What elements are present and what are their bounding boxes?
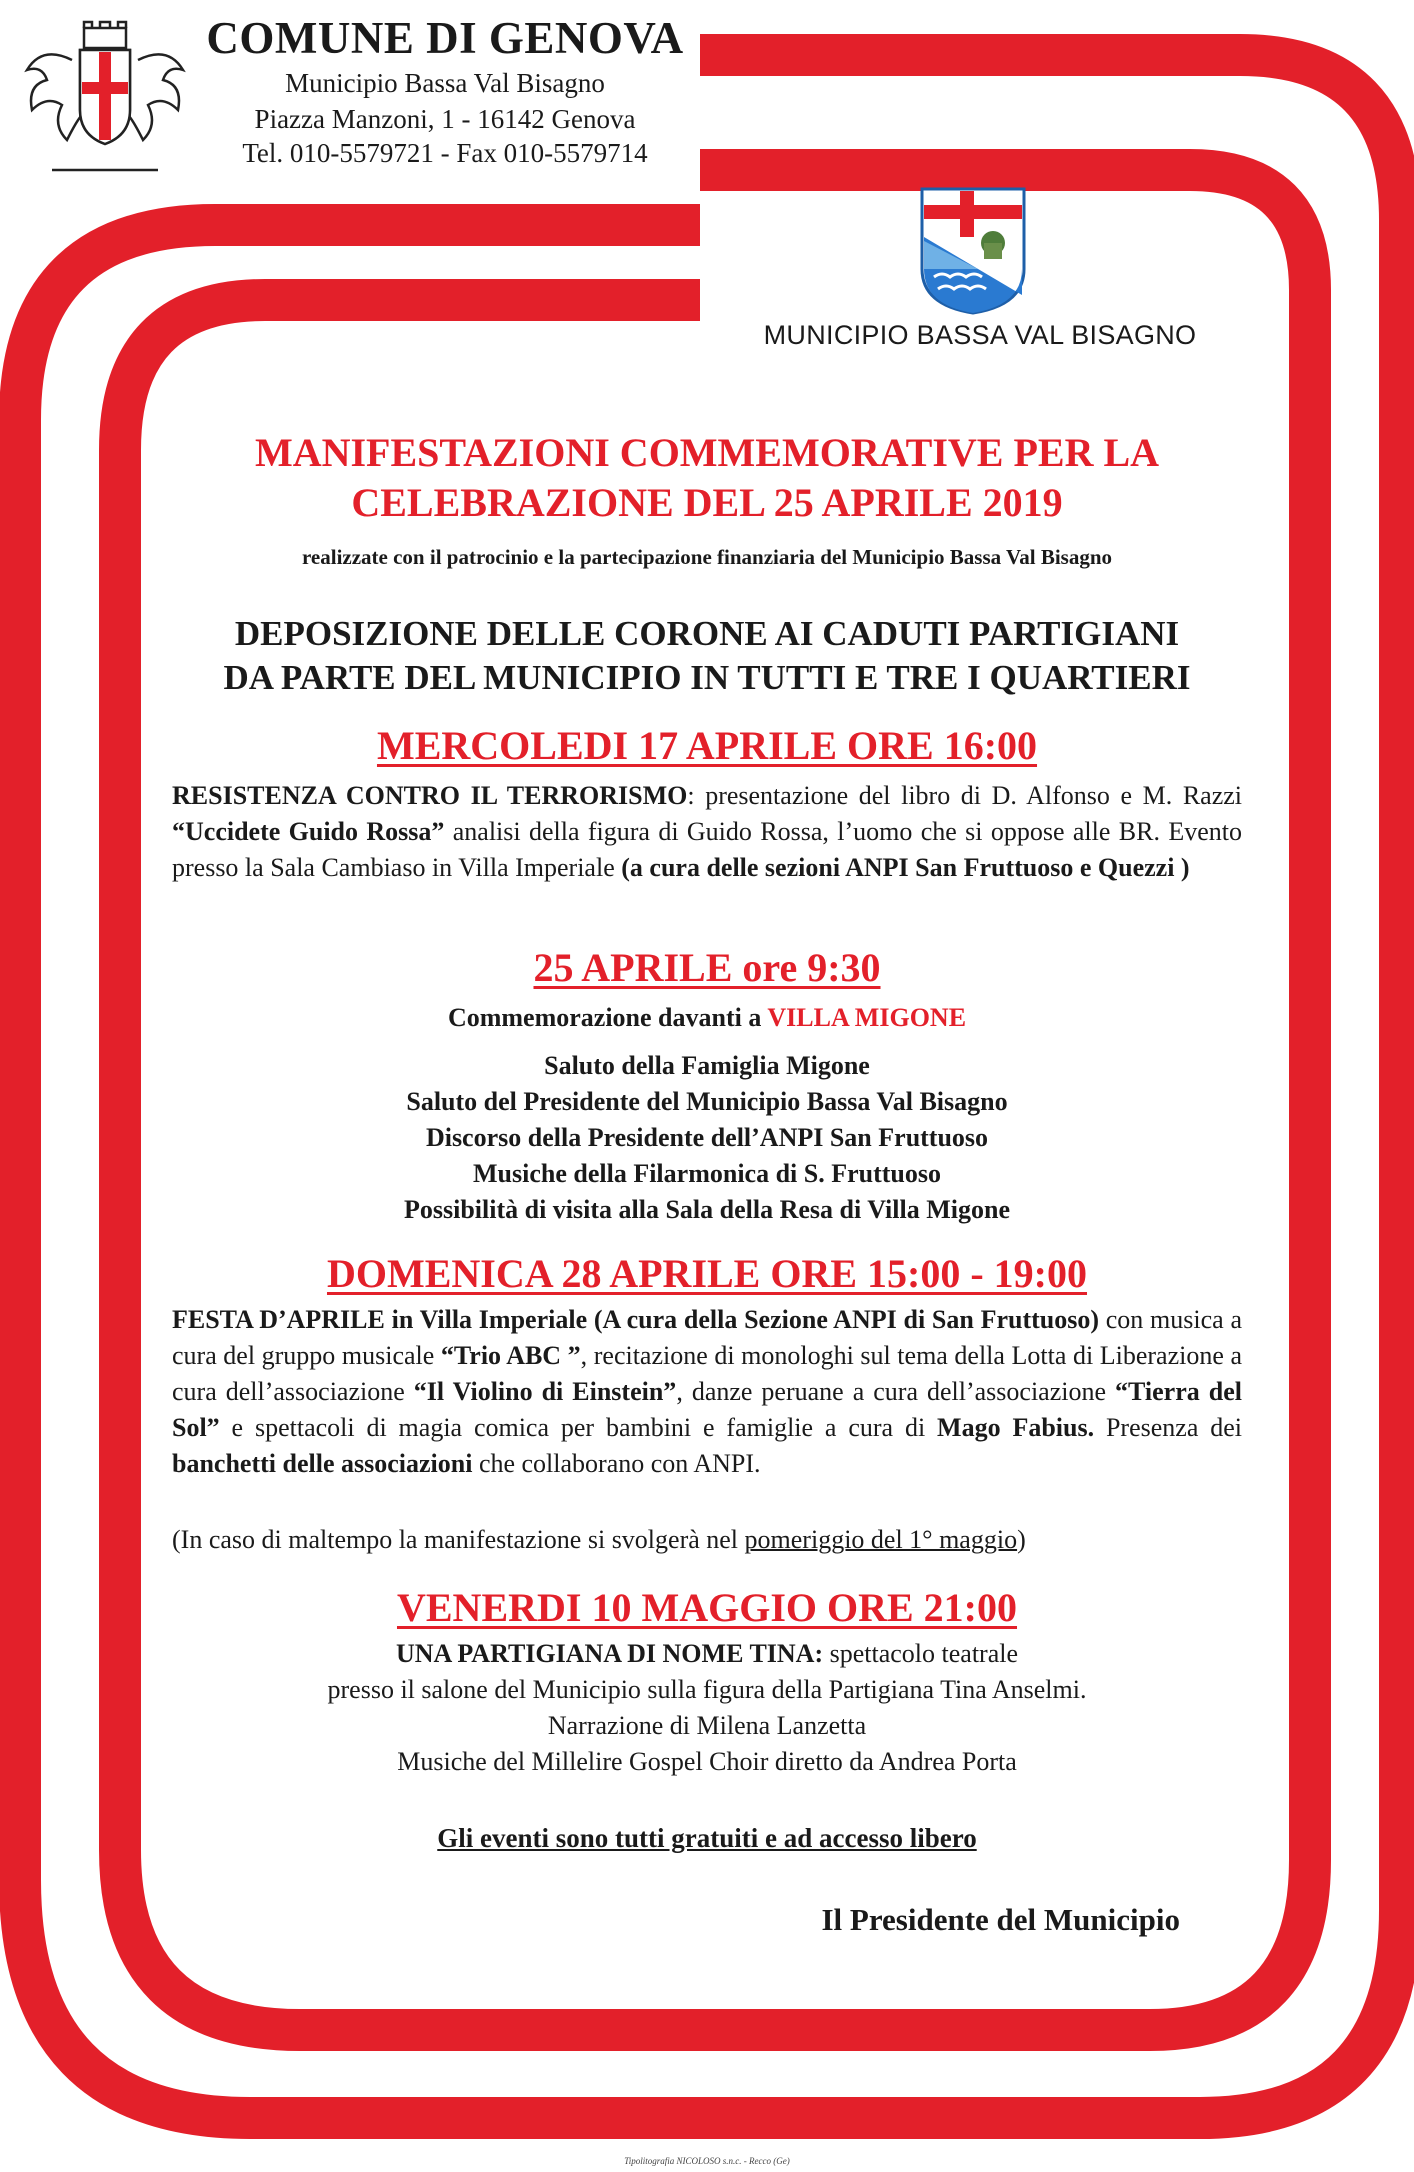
event4-description: [150, 1636, 1264, 1780]
event2-date: 25 APRILE ore 9:30: [533, 945, 881, 990]
event2-program: [150, 1048, 1264, 1228]
event3-banchetti: banchetti delle associazioni: [172, 1449, 473, 1478]
event3-tierra: “Tierra del Sol”: [172, 1377, 1242, 1442]
event1-date: MERCOLEDI 17 APRILE ORE 16:00: [376, 723, 1038, 768]
municipio-name: MUNICIPIO BASSA VAL BISAGNO: [763, 320, 1197, 350]
event3-text: , recitazione di monologhi sul tema della Lotta di Liberazione a cura dell’associazione: [172, 1341, 1243, 1406]
event2-intro-text: Commemorazione davanti a: [447, 1003, 768, 1032]
event3-trio: “Trio ABC ”: [440, 1341, 581, 1370]
event4-text: spettacolo teatrale: [823, 1639, 1019, 1668]
event3-text: , danze peruane a cura dell’associazione: [676, 1377, 1116, 1406]
free-entry-note: Gli eventi sono tutti gratuiti e ad accesso libero: [437, 1823, 977, 1853]
event4-line4: Musiche del Millelire Gospel Choir diretto da Andrea Porta: [397, 1747, 1017, 1776]
deposizione-line1: DEPOSIZIONE DELLE CORONE AI CADUTI PARTIGIANI: [234, 614, 1180, 653]
event3-text: Presenza dei: [1094, 1413, 1243, 1442]
subtitle: realizzate con il patrocinio e la partecipazione finanziaria del Municipio Bassa Val Bisagno: [301, 545, 1113, 569]
event4-date: VENERDI 10 MAGGIO ORE 21:00: [396, 1585, 1018, 1630]
event1-book-title: “Uccidete Guido Rossa”: [172, 817, 445, 846]
event3-text: con musica a cura del gruppo musicale: [172, 1305, 1242, 1370]
printer-credit: Tipolitografia NICOLOSO s.n.c. - Recco (Ge): [624, 2156, 790, 2166]
event4-line3: Narrazione di Milena Lanzetta: [547, 1711, 867, 1740]
header-contacts: Tel. 010-5579721 - Fax 010-5579714: [242, 138, 648, 168]
event3-note-date: pomeriggio del 1° maggio: [744, 1525, 1018, 1554]
signature: Il Presidente del Municipio: [821, 1902, 1180, 1937]
event1-text1: : presentazione del libro di D. Alfonso e M. Razzi: [687, 781, 1243, 810]
event2-intro: [150, 1000, 1264, 1036]
event3-violino: “Il Violino di Einstein”: [413, 1377, 677, 1406]
event2-item: Musiche della Filarmonica di S. Fruttuoso: [473, 1159, 941, 1188]
event3-festa: FESTA D’APRILE in Villa Imperiale (A cura della Sezione ANPI di San Fruttuoso): [172, 1305, 1100, 1334]
event3-text: che collaborano con ANPI.: [472, 1449, 761, 1478]
event3-description: [172, 1302, 1242, 1482]
event2-item: Possibilità di visita alla Sala della Resa di Villa Migone: [403, 1195, 1010, 1224]
event1-organizers: (a cura delle sezioni ANPI San Fruttuoso e Quezzi ): [621, 853, 1190, 882]
event3-weather-note: [172, 1522, 1242, 1558]
genova-coat-of-arms-icon: [12, 20, 198, 180]
main-title-line2: CELEBRAZIONE DEL 25 APRILE 2019: [351, 480, 1063, 525]
deposizione-line2: DA PARTE DEL MUNICIPIO IN TUTTI E TRE I QUARTIERI: [223, 658, 1191, 697]
event1-description: [172, 778, 1242, 886]
header-municipio: Municipio Bassa Val Bisagno: [285, 68, 605, 98]
event2-item: Saluto della Famiglia Migone: [544, 1051, 870, 1080]
event4-line1: [150, 1636, 1264, 1672]
event3-text: e spettacoli di magia comica per bambini e famiglie a cura di: [219, 1413, 938, 1442]
event2-item: Saluto del Presidente del Municipio Bassa Val Bisagno: [406, 1087, 1008, 1116]
deposizione-heading: [150, 612, 1264, 700]
event3-mago: Mago Fabius.: [937, 1413, 1095, 1442]
header-address: Piazza Manzoni, 1 - 16142 Genova: [254, 104, 636, 134]
main-title-line1: MANIFESTAZIONI COMMEMORATIVE PER LA: [254, 430, 1160, 475]
event4-title: UNA PARTIGIANA DI NOME TINA:: [395, 1639, 824, 1668]
event1-text2: analisi della figura di Guido Rossa, l’uomo che si oppose alle BR. Evento presso la Sala Cambiaso in Villa Imperiale: [172, 817, 1242, 882]
municipio-shield-icon: [918, 185, 1028, 315]
event1-title: RESISTENZA CONTRO IL TERRORISMO: [172, 781, 688, 810]
event3-note-close: ): [1017, 1525, 1026, 1554]
event3-date: DOMENICA 28 APRILE ORE 15:00 - 19:00: [326, 1251, 1088, 1296]
event3-note-text: (In caso di maltempo la manifestazione si svolgerà nel: [172, 1525, 745, 1554]
event2-place: VILLA MIGONE: [767, 1003, 967, 1032]
header-title: COMUNE DI GENOVA: [206, 13, 684, 63]
event2-item: Discorso della Presidente dell’ANPI San Fruttuoso: [425, 1123, 989, 1152]
main-title: [150, 428, 1264, 528]
event4-line2: presso il salone del Municipio sulla figura della Partigiana Tina Anselmi.: [327, 1675, 1087, 1704]
